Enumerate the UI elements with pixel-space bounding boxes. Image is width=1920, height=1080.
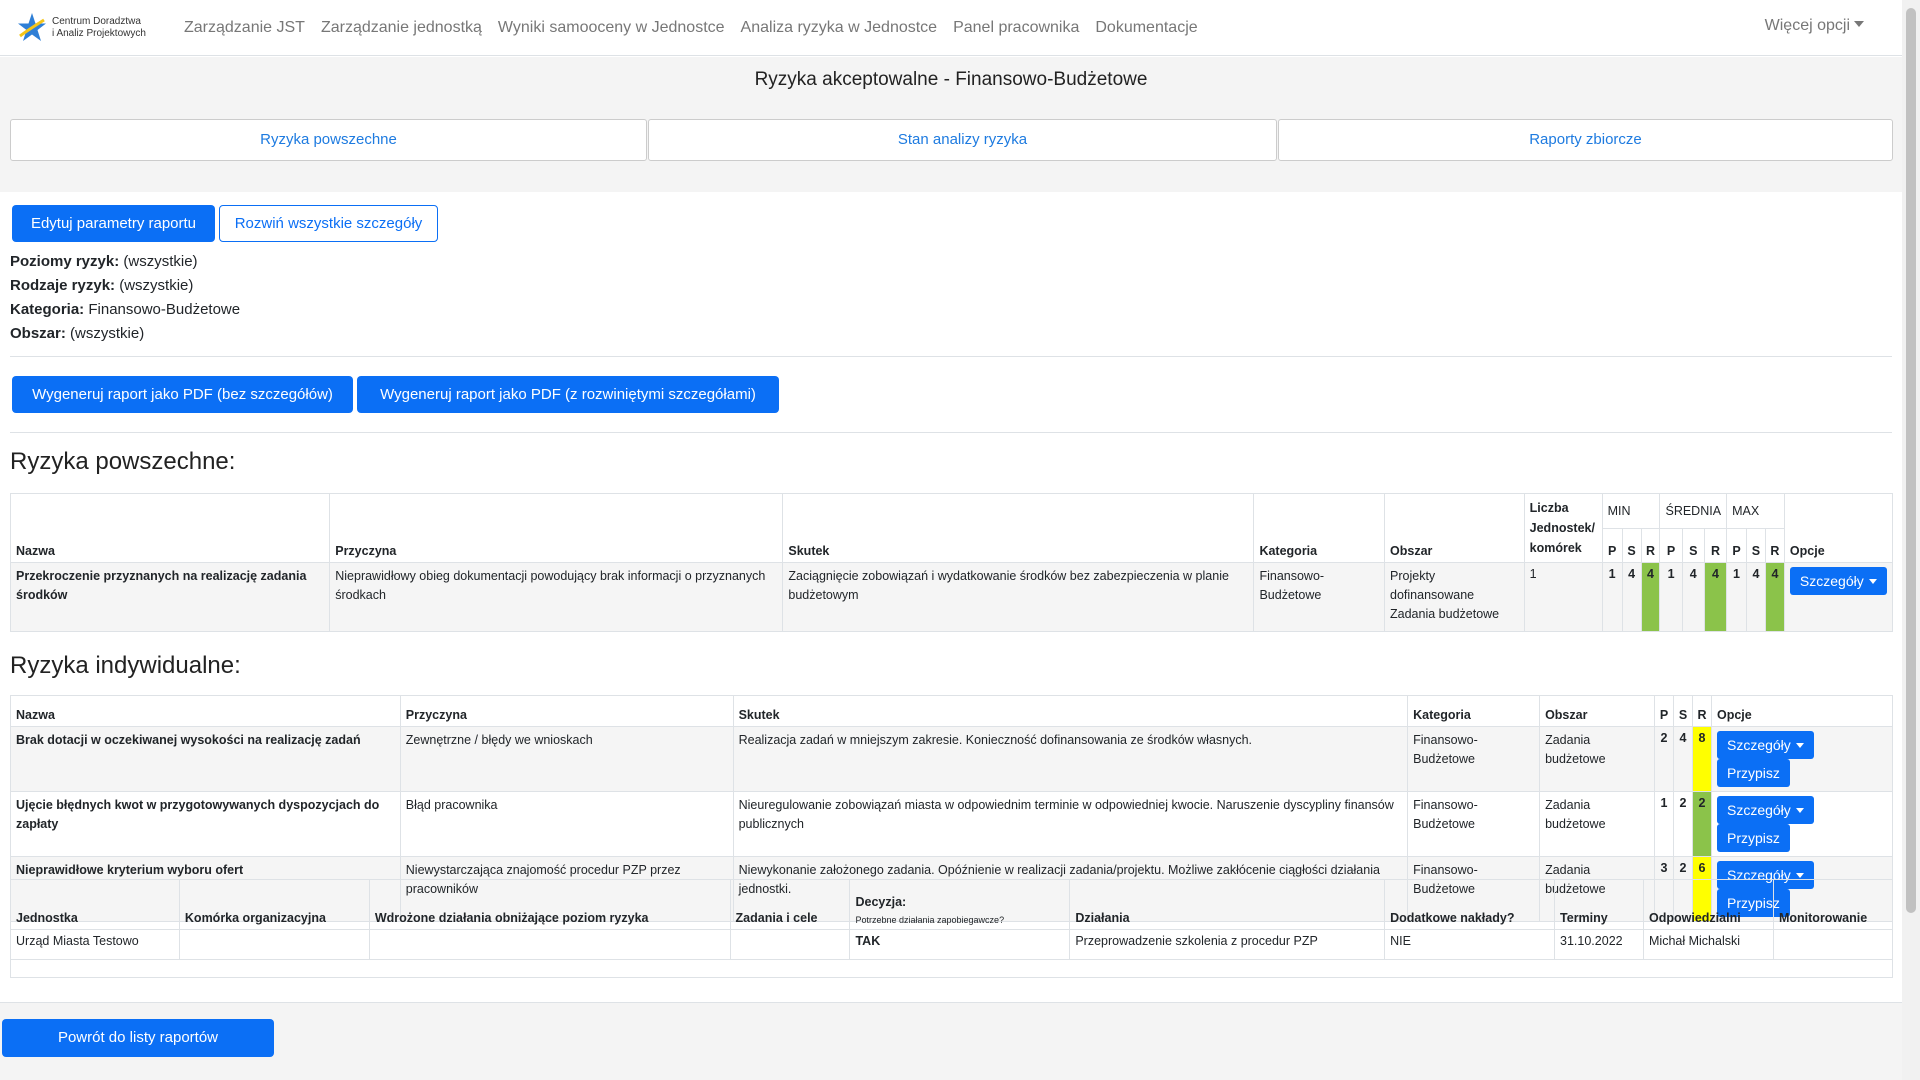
divider	[10, 356, 1892, 357]
pdf-with-details-button[interactable]: Wygeneruj raport jako PDF (z rozwiniętymi szczegółami)	[357, 376, 779, 413]
risk-name: Ujęcie błędnych kwot w przygotowywanych dyspozycjach do zapłaty	[11, 792, 401, 857]
more-options-label: Więcej opcji	[1764, 17, 1850, 34]
col-header-s: S	[1674, 696, 1693, 727]
col-header-responsible: Odpowiedzialni	[1644, 880, 1774, 930]
risk-r: 6	[1693, 857, 1712, 922]
col-header-extra-cost: Dodatkowe nakłady?	[1385, 880, 1555, 930]
empty-row	[11, 960, 1893, 978]
brand-logo[interactable]	[14, 10, 172, 46]
common-risks-heading: Ryzyka powszechne:	[10, 448, 236, 475]
min-s: 4	[1622, 563, 1641, 632]
col-header-deadline: Terminy	[1555, 880, 1644, 930]
scrollbar-thumb[interactable]	[1906, 8, 1916, 913]
page-title: Ryzyka akceptowalne - Finansowo-Budżetowe	[0, 57, 1902, 109]
col-header-cause: Przyczyna	[330, 494, 783, 563]
risk-r: 8	[1693, 727, 1712, 792]
col-header-p: P	[1602, 529, 1622, 563]
col-header-count: Liczba Jednostek/ komórek	[1524, 494, 1602, 563]
col-header-decision	[850, 880, 1070, 930]
risk-category: Finansowo-Budżetowe	[1254, 563, 1385, 632]
risk-area	[1385, 563, 1525, 632]
risk-p: 3	[1655, 857, 1674, 922]
pdf-no-details-button[interactable]: Wygeneruj raport jako PDF (bez szczegółów)	[12, 376, 353, 413]
col-header-min: MIN	[1602, 494, 1660, 529]
col-header-s: S	[1747, 529, 1766, 563]
avg-p: 1	[1660, 563, 1682, 632]
top-navbar	[0, 0, 1902, 56]
area-label: Obszar:	[10, 325, 66, 342]
col-header-options: Opcje	[1784, 494, 1892, 563]
col-header-options: Opcje	[1711, 696, 1892, 727]
detail-actions-done	[369, 930, 730, 960]
nav-menu	[176, 19, 1206, 37]
col-header-tasks: Zadania i cele	[730, 880, 850, 930]
col-header-name: Nazwa	[11, 494, 330, 563]
col-header-p: P	[1655, 696, 1674, 727]
detail-decision: TAK	[850, 930, 1070, 960]
col-header-s: S	[1622, 529, 1641, 563]
col-header-p: P	[1660, 529, 1682, 563]
avg-r: 4	[1704, 563, 1726, 632]
risk-name: Brak dotacji w oczekiwanej wysokości na realizację zadań	[11, 727, 401, 792]
detail-monitoring	[1773, 930, 1892, 960]
col-header-effect: Skutek	[733, 696, 1408, 727]
risk-effect: Zaciągnięcie zobowiązań i wydatkowanie środków bez zabezpieczenia w planie budżetowym	[783, 563, 1254, 632]
footer-band	[0, 1002, 1902, 1080]
details-dropdown-button[interactable]	[1790, 567, 1887, 595]
risk-details-table	[10, 879, 1893, 978]
risk-effect: Nieuregulowanie zobowiązań miasta w odpowiednim terminie w odpowiedniej kwocie. Naruszenie dyscypliny finansów publicznych	[733, 792, 1408, 857]
col-header-name: Nazwa	[11, 696, 401, 727]
min-r: 4	[1641, 563, 1660, 632]
col-header-r: R	[1641, 529, 1660, 563]
detail-responsible: Michał Michalski	[1644, 930, 1774, 960]
detail-tasks	[730, 930, 850, 960]
col-header-category: Kategoria	[1254, 494, 1385, 563]
vertical-scrollbar[interactable]	[1902, 0, 1920, 1080]
table-row	[11, 792, 1893, 857]
levels-value: (wszystkie)	[123, 253, 198, 270]
risk-name: Przekroczenie przyznanych na realizację zadania środków	[11, 563, 330, 632]
col-header-r: R	[1693, 696, 1712, 727]
risk-cause: Niewystarczająca znajomość procedur PZP przez pracowników	[400, 857, 733, 922]
details-label: Szczegóły	[1726, 802, 1791, 818]
risk-r: 2	[1693, 792, 1712, 857]
max-r: 4	[1765, 563, 1784, 632]
detail-extra-cost: NIE	[1385, 930, 1555, 960]
table-row	[11, 727, 1893, 792]
category-value: Finansowo-Budżetowe	[88, 301, 241, 318]
caret-down-icon	[1796, 743, 1804, 748]
caret-down-icon	[1796, 808, 1804, 813]
detail-actions: Przeprowadzenie szkolenia z procedur PZP	[1070, 930, 1385, 960]
options-cell	[1711, 792, 1892, 857]
avg-s: 4	[1682, 563, 1704, 632]
back-to-reports-button[interactable]: Powrót do listy raportów	[2, 1019, 274, 1057]
detail-unit: Urząd Miasta Testowo	[11, 930, 180, 960]
assign-button[interactable]: Przypisz	[1717, 889, 1790, 917]
brand-line-2: i Analiz Projektowych	[52, 27, 146, 39]
col-header-effect: Skutek	[783, 494, 1254, 563]
edit-report-params-button[interactable]: Edytuj parametry raportu	[12, 205, 215, 242]
types-label: Rodzaje ryzyk:	[10, 277, 116, 294]
nav-item-risk-analysis[interactable]: Analiza ryzyka w Jednostce	[740, 18, 938, 36]
nav-item-unit-management[interactable]: Zarządzanie jednostką	[320, 18, 482, 36]
col-header-org-cell: Komórka organizacyjna	[179, 880, 369, 930]
individual-risks-heading: Ryzyka indywidualne:	[10, 652, 241, 679]
col-header-cause: Przyczyna	[400, 696, 733, 727]
nav-item-employee-panel[interactable]: Panel pracownika	[953, 18, 1080, 36]
col-header-actions: Działania	[1070, 880, 1385, 930]
risk-cause: Błąd pracownika	[400, 792, 733, 857]
risk-cause: Zewnętrzne / błędy we wnioskach	[400, 727, 733, 792]
risk-s: 4	[1674, 727, 1693, 792]
report-params	[10, 250, 240, 346]
tab-risk-analysis-status[interactable]: Stan analizy ryzyka	[648, 119, 1277, 161]
levels-label: Poziomy ryzyk:	[10, 253, 120, 270]
col-header-area: Obszar	[1540, 696, 1655, 727]
detail-deadline: 31.10.2022	[1555, 930, 1644, 960]
risk-effect: Realizacja zadań w mniejszym zakresie. Konieczność dofinansowania ze środków własnych.	[733, 727, 1408, 792]
risk-area-item: Zadania budżetowe	[1390, 607, 1500, 621]
col-header-avg: ŚREDNIA	[1660, 494, 1727, 529]
details-label: Szczegóły	[1799, 573, 1864, 589]
details-dropdown-button[interactable]	[1717, 731, 1814, 759]
risk-s: 2	[1674, 792, 1693, 857]
detail-org-cell	[179, 930, 369, 960]
details-label: Szczegóły	[1726, 737, 1791, 753]
risk-area: Zadania budżetowe	[1540, 857, 1655, 922]
options-cell	[1784, 563, 1892, 632]
nav-item-self-assessment[interactable]: Wyniki samooceny w Jednostce	[497, 18, 725, 36]
options-cell	[1711, 727, 1892, 792]
details-dropdown-button[interactable]	[1717, 796, 1814, 824]
table-row	[11, 930, 1893, 960]
category-label: Kategoria:	[10, 301, 85, 318]
details-label: Szczegóły	[1726, 867, 1791, 883]
max-s: 4	[1747, 563, 1766, 632]
caret-down-icon	[1796, 873, 1804, 878]
expand-all-details-button[interactable]: Rozwiń wszystkie szczegóły	[219, 205, 438, 242]
col-header-area: Obszar	[1385, 494, 1525, 563]
decision-sublabel: Potrzebne działania zapobiegawcze?	[855, 915, 1005, 925]
risk-area: Zadania budżetowe	[1540, 727, 1655, 792]
col-header-actions-done: Wdrożone działania obniżające poziom ryzyka	[369, 880, 730, 930]
risk-category: Finansowo-Budżetowe	[1408, 727, 1540, 792]
nav-item-jst[interactable]: Zarządzanie JST	[184, 18, 305, 36]
common-risks-table	[10, 493, 1893, 632]
divider	[10, 432, 1892, 433]
area-value: (wszystkie)	[70, 325, 145, 342]
col-header-max: MAX	[1727, 494, 1785, 529]
risk-area: Zadania budżetowe	[1540, 792, 1655, 857]
caret-down-icon	[1854, 21, 1864, 27]
star-logo-icon	[14, 10, 50, 46]
types-value: (wszystkie)	[119, 277, 194, 294]
table-row	[11, 563, 1893, 632]
risk-category: Finansowo-Budżetowe	[1408, 792, 1540, 857]
tab-summary-reports[interactable]: Raporty zbiorcze	[1278, 119, 1893, 161]
caret-down-icon	[1869, 579, 1877, 584]
col-header-r: R	[1765, 529, 1784, 563]
risk-cause: Nieprawidłowy obieg dokumentacji powodujący brak informacji o przyznanych środkach	[330, 563, 783, 632]
risk-area-item: Projekty dofinansowane	[1390, 569, 1475, 602]
more-options-dropdown[interactable]	[1765, 17, 1864, 35]
assign-button[interactable]: Przypisz	[1717, 824, 1790, 852]
risk-p: 1	[1655, 792, 1674, 857]
col-header-p: P	[1727, 529, 1747, 563]
risk-count: 1	[1524, 563, 1602, 632]
col-header-r: R	[1704, 529, 1726, 563]
risk-name: Nieprawidłowe kryterium wyboru ofert	[11, 857, 401, 922]
decision-label: Decyzja:	[855, 895, 907, 909]
brand-line-1: Centrum Doradztwa	[52, 15, 141, 27]
nav-item-documentation[interactable]: Dokumentacje	[1095, 18, 1198, 36]
tabs-band	[0, 109, 1902, 192]
tab-common-risks[interactable]: Ryzyka powszechne	[10, 119, 647, 161]
risk-category: Finansowo-Budżetowe	[1408, 857, 1540, 922]
col-header-category: Kategoria	[1408, 696, 1540, 727]
assign-button[interactable]: Przypisz	[1717, 759, 1790, 787]
risk-p: 2	[1655, 727, 1674, 792]
col-header-s: S	[1682, 529, 1704, 563]
risk-effect: Niewykonanie założonego zadania. Opóźnienie w realizacji zadania/projektu. Możliwe zakłócenie ciągłości działania jednostki.	[733, 857, 1408, 922]
max-p: 1	[1727, 563, 1747, 632]
col-header-unit: Jednostka	[11, 880, 180, 930]
min-p: 1	[1602, 563, 1622, 632]
col-header-monitoring: Monitorowanie	[1773, 880, 1892, 930]
risk-s: 2	[1674, 857, 1693, 922]
